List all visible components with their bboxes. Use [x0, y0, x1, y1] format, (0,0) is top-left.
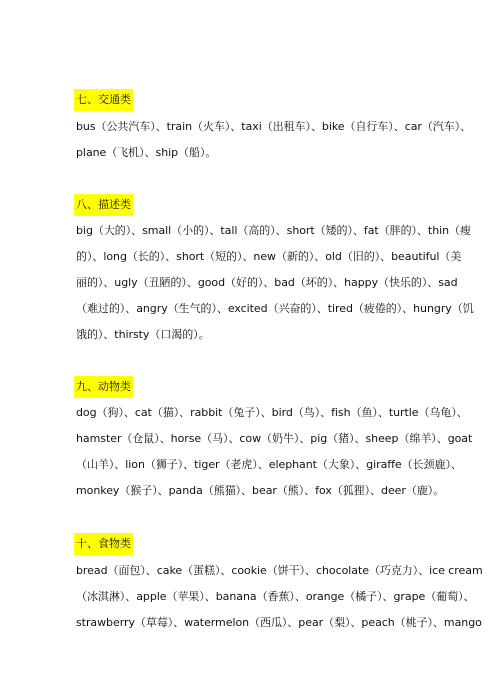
animals-line-2: hamster（仓鼠）、horse（马）、cow（奶牛）、pig（猪）、sheep（绵羊）、goat — [76, 432, 473, 445]
descriptions-line-2: 的）、long（长的）、short（短的）、new（新的）、old（旧的）、beautiful（美 — [76, 250, 462, 263]
animals-line-4: monkey（猴子）、panda（熊猫）、bear（熊）、fox（狐狸）、deer（鹿）。 — [76, 484, 445, 497]
descriptions-line-3: 丽的）、ugly（丑陋的）、good（好的）、bad（坏的）、happy（快乐的）、sad — [76, 276, 458, 289]
food-line-1: bread（面包）、cake（蛋糕）、cookie（饼干）、chocolate（巧克力）、ice cream — [76, 564, 483, 577]
section-heading-animals: 九、动物类 — [74, 376, 133, 398]
descriptions-line-4: （难过的）、angry（生气的）、excited（兴奋的）、tired（疲倦的）、hungry（饥 — [76, 302, 474, 315]
descriptions-line-5: 饿的）、thirsty（口渴的）。 — [76, 328, 210, 341]
section-heading-descriptions: 八、描述类 — [74, 194, 133, 216]
food-line-3: strawberry（草莓）、watermelon（西瓜）、pear（梨）、peach（桃子）、mango — [76, 616, 482, 629]
food-line-2: （冰淇淋）、apple（苹果）、banana（香蕉）、orange（橘子）、grape（葡萄）、 — [76, 590, 475, 603]
animals-line-3: （山羊）、lion（狮子）、tiger（老虎）、elephant（大象）、giraffe（长颈鹿）、 — [76, 458, 462, 471]
descriptions-line-1: big（大的）、small（小的）、tall（高的）、short（矮的）、fat（胖的）、thin（瘦 — [76, 224, 471, 237]
section-heading-food: 十、食物类 — [74, 533, 133, 555]
animals-line-1: dog（狗）、cat（猫）、rabbit（兔子）、bird（鸟）、fish（鱼）、turtle（乌龟）、 — [76, 406, 468, 419]
transport-line-1: bus（公共汽车）、train（火车）、taxi（出租车）、bike（自行车）、car（汽车）、 — [76, 120, 472, 133]
transport-line-2: plane（飞机）、ship（船）。 — [76, 146, 217, 159]
section-heading-transport: 七、交通类 — [74, 89, 133, 111]
